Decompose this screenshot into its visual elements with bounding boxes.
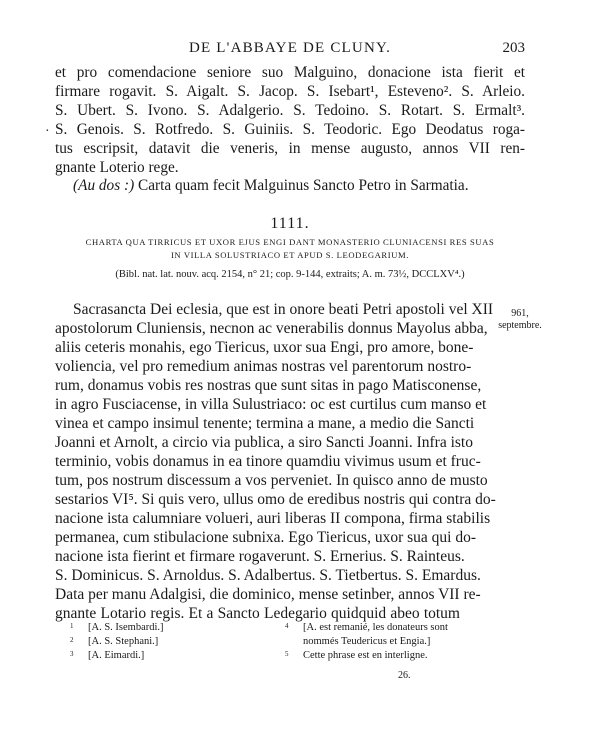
date-year: 961, [511, 308, 529, 319]
dorse-note [55, 176, 525, 195]
text-line: S. Genois. S. Rotfredo. S. Guiniis. S. Teodoric. Ego Deodatus roga- [55, 121, 525, 138]
dorse-line [73, 176, 525, 195]
footnote [285, 649, 545, 663]
signature-mark: 26. [398, 670, 411, 681]
text-line: rum, donamus vobis res nostras que sunt sitas in pago Matisconense, [55, 377, 482, 394]
line-marker: · [45, 124, 50, 139]
text-line: gnante Loterio rege. [55, 159, 179, 176]
footnote-mark: 5 [285, 650, 289, 658]
text-line: Data per manu Adalgisi, die dominico, mense setinber, annos VII re- [55, 586, 481, 603]
date-month: septembre. [498, 320, 542, 331]
charter-body [55, 300, 496, 623]
footnote-text: [A. Eimardi.] [88, 650, 145, 661]
charter-summary [72, 236, 508, 262]
footnote-text: nommés Teudericus et Engia.] [303, 636, 431, 647]
running-title: DE L'ABBAYE DE CLUNY. [188, 40, 392, 56]
text-line: S. Dominicus. S. Arnoldus. S. Adalbertus. S. Tietbertus. S. Emardus. [55, 567, 481, 584]
text-line: Sacrasancta Dei eclesia, que est in onore beati Petri apostoli vel XII [73, 301, 494, 318]
text-line: apostolorum Cluniensis, necnon ac venerabilis donnus Mayolus abba, [55, 320, 488, 337]
footnote-text: [A. S. Isembardi.] [88, 622, 164, 633]
text-line: Joanni et Arnolt, a circio via publica, a siro Sancti Joanni. Infra isto [55, 434, 473, 451]
footnote-mark: 4 [285, 622, 289, 630]
text-line: et pro comendacione seniore suo Malguino, donacione ista fierit et [55, 64, 525, 81]
footnote [70, 621, 270, 635]
footnote [285, 621, 545, 635]
text-line: aliis ceteris monahis, ego Tiericus, uxor sua Engi, pro amore, bone- [55, 339, 474, 356]
footnotes-right [285, 621, 545, 663]
text-line: gnante Lotario regis. Et a Sancto Ledegario quidquid abeo totum [55, 605, 460, 622]
dorse-text: Carta quam fecit Malguinus Sancto Petro in Sarmatia. [138, 177, 469, 194]
footnote-mark: 2 [70, 636, 74, 644]
text-line: voliencia, vel pro remedium animas nostras vel parentorum nostro- [55, 358, 472, 375]
footnote-mark: 3 [70, 650, 74, 658]
running-head [55, 40, 525, 60]
dorse-label: (Au dos :) [73, 177, 135, 194]
footnotes-left [70, 621, 270, 663]
charter-source: (Bibl. nat. lat. nouv. acq. 2154, n° 21; cop. 9-144, extraits; A. m. 73½, DCCLXV⁴.) [115, 269, 465, 280]
text-line: tum, pos nostrum discessum a vos perveniet. In quisco anno de musto [55, 472, 488, 489]
top-paragraph [55, 63, 525, 177]
text-line: in agro Fusciacense, in villa Sulustriaco: oc est curtilus cum manso et [55, 396, 487, 413]
footnote [70, 635, 270, 649]
text-line: nacione ista fierint et firmare rogaverunt. S. Ernerius. S. Rainteus. [55, 548, 465, 565]
text-line: permanea, cum stibulacione subnixa. Ego Tiericus, uxor sua qui do- [55, 529, 477, 546]
charter-number: 1111. [270, 215, 310, 232]
footnote-mark: 1 [70, 622, 74, 630]
footnote-text: [A. S. Stephani.] [88, 636, 159, 647]
summary-line: CHARTA QUA TIRRICUS ET UXOR EJUS ENGI DANT MONASTERIO CLUNIACENSI RES SUAS [85, 237, 495, 247]
text-line: sestarios VI⁵. Si quis vero, ullus omo de eredibus nostris qui contra do- [55, 491, 496, 508]
footnote [70, 649, 270, 663]
text-line: terminio, vobis donamus in ea tinore quamdiu vivimus usum et fruc- [55, 453, 481, 470]
footnote-text: Cette phrase est en interligne. [303, 650, 428, 661]
text-line: firmare rogavit. S. Aigalt. S. Jacop. S. Isebart¹, Esteveno². S. Arleio. [55, 83, 525, 100]
text-line: S. Ubert. S. Ivono. S. Adalgerio. S. Tedoino. S. Rotart. S. Ermalt³. [55, 102, 525, 119]
text-line: tus escripsit, datavit die veneris, in mense augusto, annos VII ren- [55, 140, 525, 157]
text-line: nacione ista calumniare volueri, auri liberas II compona, firma stabilis [55, 510, 491, 527]
footnote-text: [A. est remanié, les donateurs sont [303, 622, 448, 633]
footnote-continuation [285, 635, 545, 649]
page-number: 203 [502, 40, 525, 56]
summary-line: IN VILLA SOLUSTRIACO ET APUD S. LEODEGARIUM. [170, 250, 410, 260]
text-line: vinea et campo insimul tenente; termina a mane, a medio die Sancti [55, 415, 475, 432]
